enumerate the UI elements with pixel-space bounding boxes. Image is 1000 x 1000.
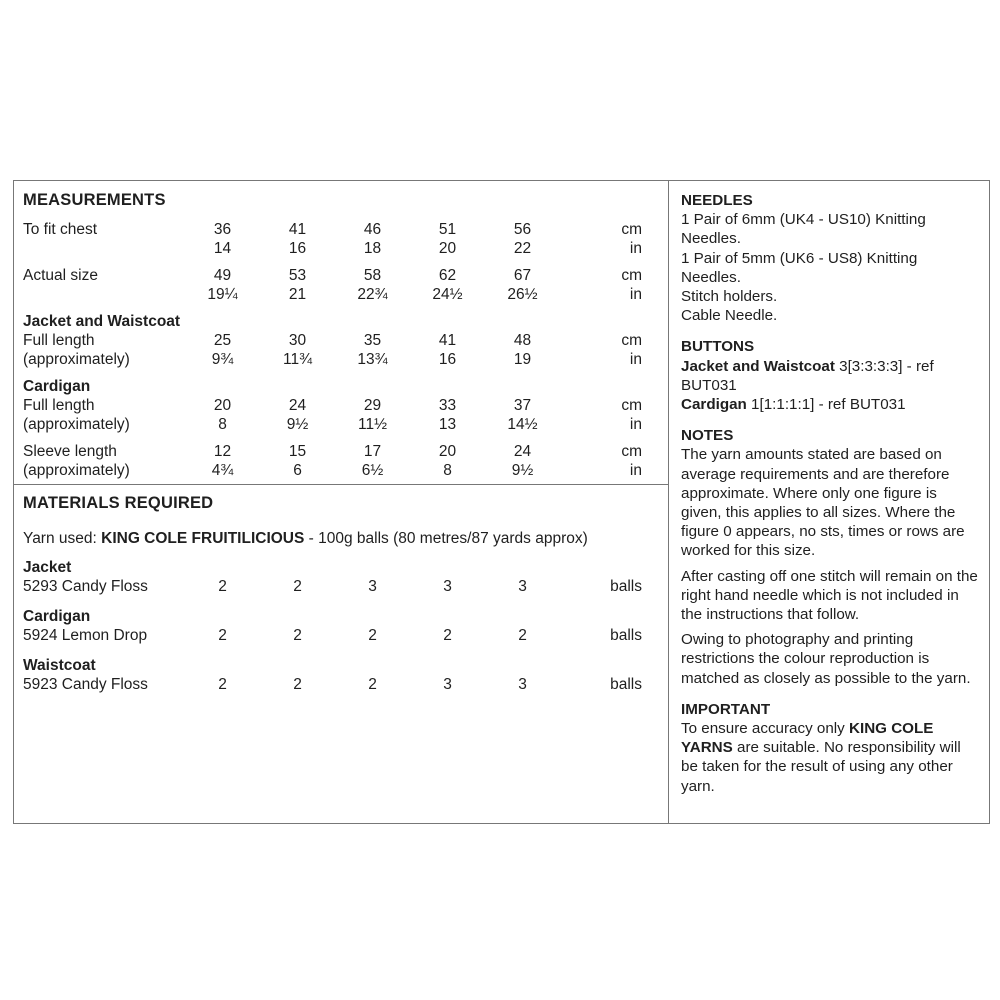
size-value: 67 [513,267,532,284]
needles-line: 1 Pair of 5mm (UK6 - US8) Knitting Needles. [681,249,918,286]
measurements-title: MEASUREMENTS [23,191,166,209]
measurement-row-cardigan-full-length [23,396,668,434]
size-value: 51 [438,221,457,238]
measurement-row-to-fit-chest [23,220,668,258]
unit-in: in [629,240,642,257]
yarn-used-prefix: Yarn used: [23,530,102,547]
size-value: 58 [363,267,382,284]
buttons-item [681,357,979,395]
notes-paragraph: The yarn amounts stated are based on average requirements and are therefore approximate. Where only one figure is given, this applies to all sizes. Where the figure 0 appears, no sts, times or rows are worked for this size. [681,446,965,560]
size-value: 6½ [361,462,384,479]
unit-balls: balls [610,578,642,595]
group-header-jacket-and-waistcoat: Jacket and Waistcoat [23,313,181,330]
size-value: 11½ [357,416,388,433]
size-value: 13 [438,416,457,433]
ball-count: 2 [518,627,527,644]
buttons-garment: Jacket and Waistcoat [681,357,835,375]
ball-count: 3 [518,578,527,595]
unit-balls: balls [610,627,642,644]
size-value: 11¾ [282,351,313,368]
size-value: 18 [363,240,382,257]
unit-in: in [629,462,642,479]
ball-count: 2 [368,627,377,644]
notes-title: NOTES [681,427,734,445]
garment-name: Jacket [23,559,72,576]
needles-line: 1 Pair of 6mm (UK4 - US10) Knitting Needles. [681,211,926,248]
size-value: 21 [288,286,307,303]
size-value: 36 [213,221,232,238]
size-value: 12 [213,443,232,460]
size-value: 26½ [507,286,538,303]
size-value: 9½ [511,462,534,479]
material-item-jacket [23,558,668,596]
buttons-title: BUTTONS [681,338,755,356]
material-item-waistcoat [23,656,668,694]
size-value: 49 [213,267,232,284]
notes-paragraph: Owing to photography and printing restrictions the colour reproduction is matched as closely as possible to the yarn. [681,631,971,687]
yarn-used-line [23,529,668,548]
important-section [681,700,979,796]
size-value: 48 [513,332,532,349]
size-value: 41 [288,221,307,238]
unit-cm: cm [621,267,642,284]
measurement-label-line2: (approximately) [23,462,130,479]
size-value: 6 [293,462,302,479]
unit-cm: cm [621,332,642,349]
important-title: IMPORTANT [681,700,771,718]
size-value: 30 [288,332,307,349]
measurement-label: To fit chest [23,221,98,238]
measurement-label: Full length [23,332,95,349]
size-value: 22 [513,240,532,257]
size-value: 9¾ [211,351,234,368]
unit-cm: cm [621,221,642,238]
size-value: 16 [288,240,307,257]
ball-count: 2 [293,627,302,644]
size-value: 24½ [432,286,463,303]
important-suffix: are suitable. No responsibility will be taken for the result of using any other yarn. [681,739,961,795]
notes-section [681,426,979,688]
buttons-detail: 1[1:1:1:1] - ref BUT031 [746,396,906,414]
measurement-row-actual-size [23,266,668,304]
ball-count: 3 [518,676,527,693]
important-brand: KING COLE YARNS [681,720,934,757]
buttons-garment: Cardigan [681,396,747,414]
size-value: 46 [363,221,382,238]
measurement-label: Full length [23,397,95,414]
materials-section [14,485,668,823]
size-value: 41 [438,332,457,349]
size-value: 29 [363,397,382,414]
yarn-shade: 5923 Candy Floss [23,676,148,693]
size-value: 13¾ [357,351,388,368]
unit-in: in [629,286,642,303]
size-value: 56 [513,221,532,238]
ball-count: 2 [218,627,227,644]
measurement-row-sleeve-length [23,442,668,480]
materials-title: MATERIALS REQUIRED [23,494,214,512]
pattern-spec-sheet [13,180,990,824]
measurement-label-line2: (approximately) [23,351,130,368]
size-value: 24 [513,443,532,460]
buttons-section [681,337,979,414]
size-value: 25 [213,332,232,349]
buttons-detail: 3[3:3:3:3] - ref BUT031 [681,357,934,394]
size-value: 19¼ [207,286,238,303]
size-value: 15 [288,443,307,460]
size-value: 14½ [507,416,538,433]
measurement-label: Sleeve length [23,443,117,460]
size-value: 33 [438,397,457,414]
buttons-item [681,395,979,414]
size-value: 20 [213,397,232,414]
size-value: 35 [363,332,382,349]
group-header-cardigan: Cardigan [23,378,91,395]
unit-in: in [629,416,642,433]
needles-line: Cable Needle. [681,307,778,325]
yarn-shade: 5924 Lemon Drop [23,627,148,644]
measurement-row-jw-full-length [23,331,668,369]
left-column [14,181,669,823]
ball-count: 2 [293,578,302,595]
measurements-section [14,181,668,485]
yarn-shade: 5293 Candy Floss [23,578,148,595]
garment-name: Cardigan [23,608,91,625]
ball-count: 2 [443,627,452,644]
size-value: 16 [438,351,457,368]
measurement-label: Actual size [23,267,98,284]
size-value: 4¾ [211,462,234,479]
size-value: 8 [218,416,227,433]
unit-cm: cm [621,397,642,414]
measurement-label-line2 [23,285,185,304]
garment-name: Waistcoat [23,657,96,674]
needles-line: Stitch holders. [681,288,778,306]
measurement-label-line2: (approximately) [23,416,130,433]
size-value: 8 [443,462,452,479]
ball-count: 3 [443,676,452,693]
important-prefix: To ensure accuracy only [681,720,849,738]
measurement-label-line2 [23,239,185,258]
size-value: 37 [513,397,532,414]
needles-section [681,191,979,325]
size-value: 24 [288,397,307,414]
size-value: 19 [513,351,532,368]
size-value: 62 [438,267,457,284]
ball-count: 3 [443,578,452,595]
important-paragraph [681,719,979,796]
unit-balls: balls [610,676,642,693]
material-item-cardigan [23,607,668,645]
size-value: 14 [213,240,232,257]
unit-cm: cm [621,443,642,460]
ball-count: 2 [293,676,302,693]
yarn-used-suffix: - 100g balls (80 metres/87 yards approx) [304,530,588,547]
size-value: 20 [438,240,457,257]
ball-count: 2 [218,676,227,693]
size-value: 53 [288,267,307,284]
size-value: 17 [363,443,382,460]
right-column [669,181,989,823]
ball-count: 2 [368,676,377,693]
ball-count: 3 [368,578,377,595]
size-value: 20 [438,443,457,460]
size-value: 9½ [286,416,309,433]
ball-count: 2 [218,578,227,595]
unit-in: in [629,351,642,368]
needles-title: NEEDLES [681,192,753,209]
yarn-name: KING COLE FRUITILICIOUS [101,530,305,547]
size-value: 22¾ [357,286,388,303]
notes-paragraph: After casting off one stitch will remain on the right hand needle which is not included in the instructions that follow. [681,567,978,624]
